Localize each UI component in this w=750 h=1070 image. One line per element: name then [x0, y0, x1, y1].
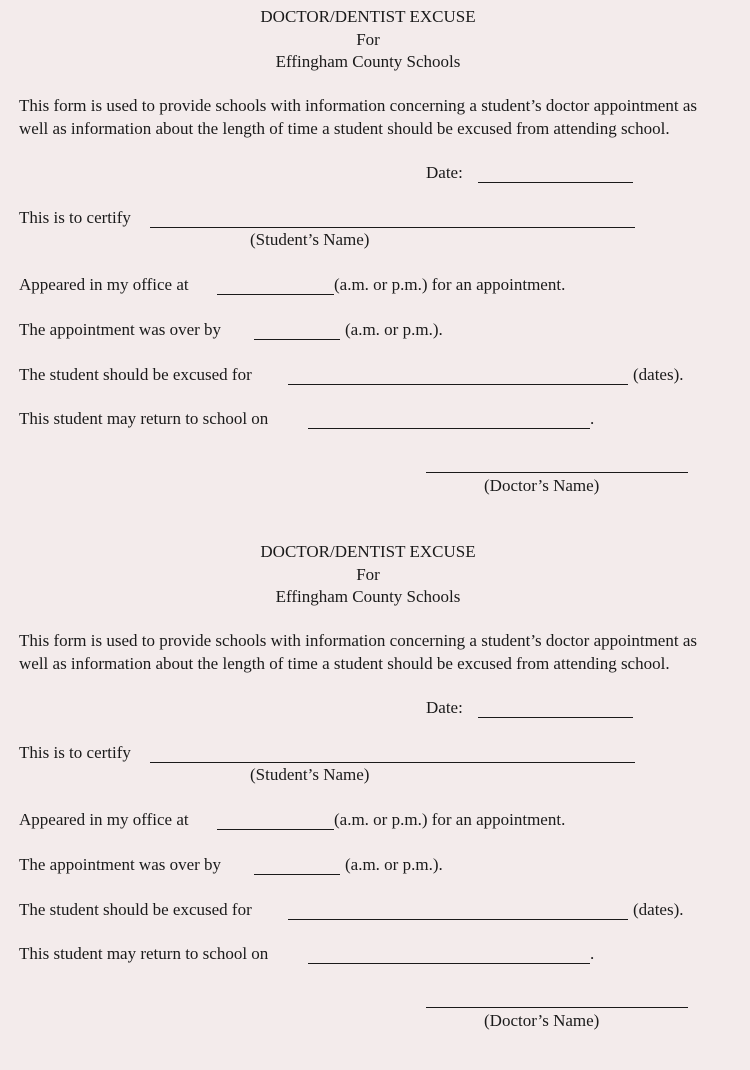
excused-label: The student should be excused for: [19, 365, 252, 384]
over-label: The appointment was over by: [19, 320, 222, 339]
doctor-name-caption: (Doctor’s Name): [484, 476, 600, 495]
appeared-suffix: (a.m. or p.m.) for an appointment.: [334, 810, 566, 829]
over-suffix: (a.m. or p.m.).: [345, 855, 443, 874]
appeared-time-field[interactable]: [217, 294, 334, 295]
excused-suffix: (dates).: [633, 365, 684, 384]
form-title: DOCTOR/DENTIST EXCUSE: [260, 542, 476, 561]
date-label: Date:: [426, 698, 463, 717]
student-name-field[interactable]: [150, 227, 635, 228]
return-date-field[interactable]: [308, 963, 590, 964]
return-date-field[interactable]: [308, 428, 590, 429]
date-field[interactable]: [478, 182, 633, 183]
appeared-label: Appeared in my office at: [19, 810, 189, 829]
excused-dates-field[interactable]: [288, 919, 628, 920]
form-for-label: For: [356, 565, 380, 584]
form-intro: This form is used to provide schools with information concerning a student’s doctor appointment as well as information about the length of time a student should be excused from attending school.: [19, 631, 697, 673]
doctor-name-caption: (Doctor’s Name): [484, 1011, 600, 1030]
over-time-field[interactable]: [254, 874, 340, 875]
student-name-field[interactable]: [150, 762, 635, 763]
appeared-time-field[interactable]: [217, 829, 334, 830]
appeared-suffix: (a.m. or p.m.) for an appointment.: [334, 275, 566, 294]
excused-suffix: (dates).: [633, 900, 684, 919]
date-field[interactable]: [478, 717, 633, 718]
return-suffix: .: [590, 409, 595, 428]
return-label: This student may return to school on: [19, 409, 269, 428]
student-name-caption: (Student’s Name): [250, 230, 370, 249]
form-intro: This form is used to provide schools with information concerning a student’s doctor appointment as well as information about the length of time a student should be excused from attending school.: [19, 96, 697, 138]
doctor-signature-field[interactable]: [426, 472, 688, 473]
student-name-caption: (Student’s Name): [250, 765, 370, 784]
doctor-signature-field[interactable]: [426, 1007, 688, 1008]
return-label: This student may return to school on: [19, 944, 269, 963]
over-label: The appointment was over by: [19, 855, 222, 874]
appeared-label: Appeared in my office at: [19, 275, 189, 294]
form-title: DOCTOR/DENTIST EXCUSE: [260, 7, 476, 26]
excused-label: The student should be excused for: [19, 900, 252, 919]
form-organization: Effingham County Schools: [275, 52, 461, 71]
certify-label: This is to certify: [19, 208, 131, 227]
form-organization: Effingham County Schools: [275, 587, 461, 606]
over-suffix: (a.m. or p.m.).: [345, 320, 443, 339]
excuse-form-2: [0, 535, 750, 1070]
certify-label: This is to certify: [19, 743, 131, 762]
date-label: Date:: [426, 163, 463, 182]
excused-dates-field[interactable]: [288, 384, 628, 385]
form-for-label: For: [356, 30, 380, 49]
return-suffix: .: [590, 944, 595, 963]
over-time-field[interactable]: [254, 339, 340, 340]
